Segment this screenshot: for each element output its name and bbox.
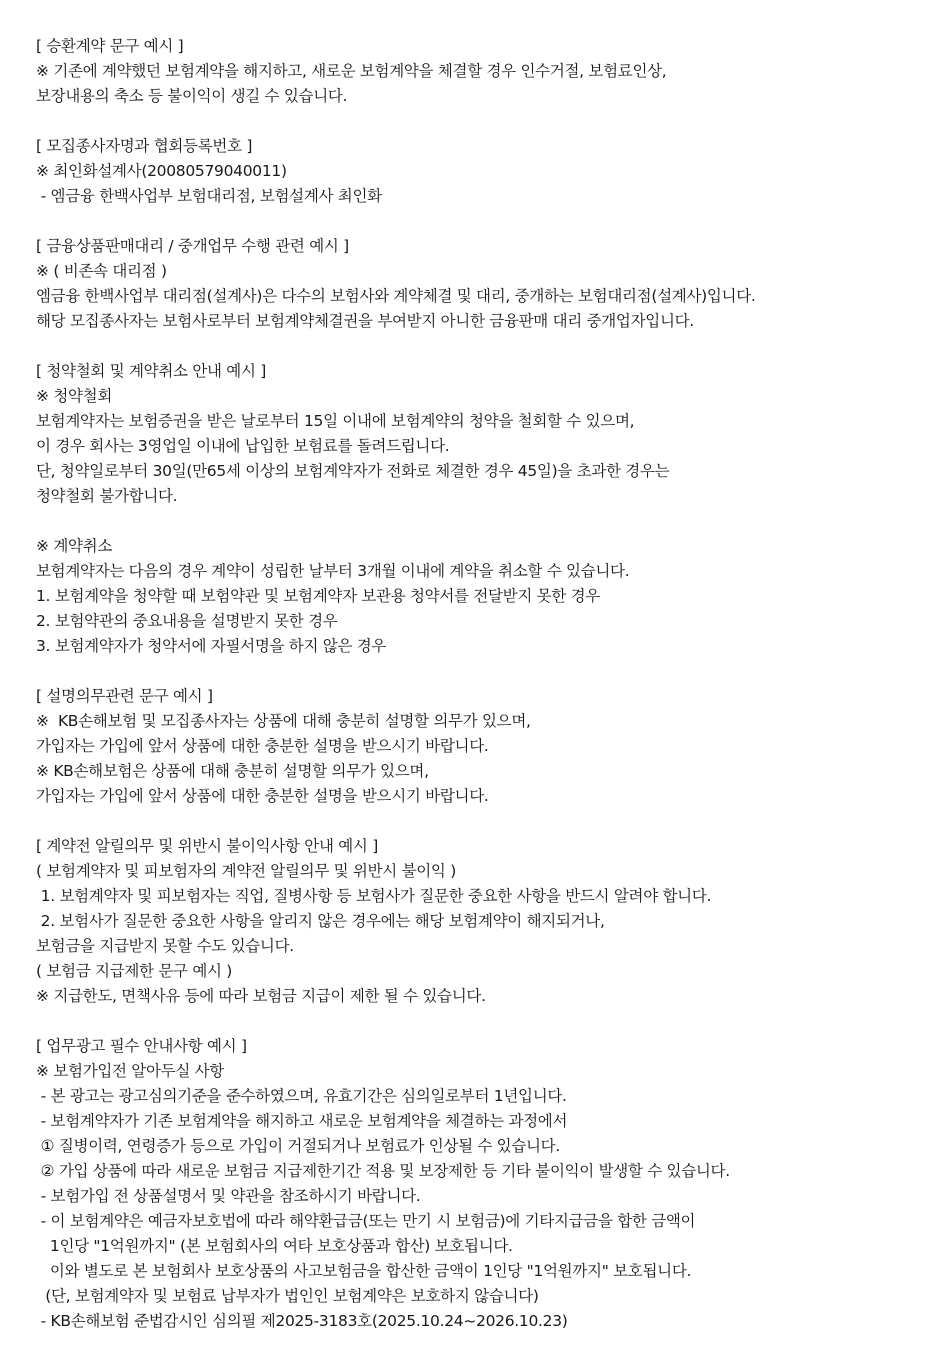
text-line: 보험계약자는 보험증권을 받은 날로부터 15일 이내에 보험계약의 청약을 철회할 수 있으며, xyxy=(36,412,635,430)
text-line: ② 가입 상품에 따라 새로운 보험금 지급제한기간 적용 및 보장제한 등 기타 불이익이 발생할 수 있습니다. xyxy=(36,1162,730,1180)
text-line: - 이 보험계약은 예금자보호법에 따라 해약환급금(또는 만기 시 보험금)에 기타지급금을 합한 금액이 xyxy=(36,1212,696,1230)
text-line: ※ 보험가입전 알아두실 사항 xyxy=(36,1062,224,1080)
text-line: ① 질병이력, 연령증가 등으로 가입이 거절되거나 보험료가 인상될 수 있습니다. xyxy=(36,1137,560,1155)
text-line: 1. 보험계약을 청약할 때 보험약관 및 보험계약자 보관용 청약서를 전달받지 못한 경우 xyxy=(36,587,600,605)
text-line: ( 보험계약자 및 피보험자의 계약전 알릴의무 및 위반시 불이익 ) xyxy=(36,862,456,880)
blank-line xyxy=(36,1009,936,1034)
text-line: 1인당 "1억원까지" (본 보험회사의 여타 보호상품과 합산) 보호됩니다. xyxy=(36,1237,513,1255)
blank-line xyxy=(36,109,936,134)
blank-line xyxy=(36,809,936,834)
text-line: 이 경우 회사는 3영업일 이내에 납입한 보험료를 돌려드립니다. xyxy=(36,437,450,455)
blank-line xyxy=(36,659,936,684)
text-line: ※ KB손해보험 및 모집종사자는 상품에 대해 충분히 설명할 의무가 있으며, xyxy=(36,712,531,730)
text-line: 3. 보험계약자가 청약서에 자필서명을 하지 않은 경우 xyxy=(36,637,387,655)
text-line: ※ 청약철회 xyxy=(36,387,113,405)
text-line: [ 업무광고 필수 안내사항 예시 ] xyxy=(36,1037,247,1055)
text-line: 2. 보험사가 질문한 중요한 사항을 알리지 않은 경우에는 해당 보험계약이 해지되거나, xyxy=(36,912,605,930)
text-line: [ 승환계약 문구 예시 ] xyxy=(36,37,184,55)
text-line: ※ ( 비존속 대리점 ) xyxy=(36,262,167,280)
text-line: 단, 청약일로부터 30일(만65세 이상의 보험계약자가 전화로 체결한 경우 45일)을 초과한 경우는 xyxy=(36,462,670,480)
text-line: 가입자는 가입에 앞서 상품에 대한 충분한 설명을 받으시기 바랍니다. xyxy=(36,787,489,805)
text-line: 가입자는 가입에 앞서 상품에 대한 충분한 설명을 받으시기 바랍니다. xyxy=(36,737,489,755)
text-line: [ 설명의무관련 문구 예시 ] xyxy=(36,687,213,705)
text-line: 보장내용의 축소 등 불이익이 생길 수 있습니다. xyxy=(36,87,348,105)
text-line: ※ 지급한도, 면책사유 등에 따라 보험금 지급이 제한 될 수 있습니다. xyxy=(36,987,486,1005)
text-line: [ 계약전 알릴의무 및 위반시 불이익사항 안내 예시 ] xyxy=(36,837,378,855)
text-line: - 보험계약자가 기존 보험계약을 해지하고 새로운 보험계약을 체결하는 과정에서 xyxy=(36,1112,568,1130)
text-line: ( 보험금 지급제한 문구 예시 ) xyxy=(36,962,233,980)
text-line: 청약철회 불가합니다. xyxy=(36,487,178,505)
text-line: 엠금융 한백사업부 대리점(설계사)은 다수의 보험사와 계약체결 및 대리, 중개하는 보험대리점(설계사)입니다. xyxy=(36,287,756,305)
text-line: - 본 광고는 광고심의기준을 준수하였으며, 유효기간은 심의일로부터 1년입니다. xyxy=(36,1087,567,1105)
text-line: ※ 기존에 계약했던 보험계약을 해지하고, 새로운 보험계약을 체결할 경우 인수거절, 보험료인상, xyxy=(36,62,667,80)
text-line: ※ 최인화설계사(20080579040011) xyxy=(36,162,287,180)
blank-line xyxy=(36,209,936,234)
notice-document xyxy=(36,34,936,1334)
text-line: 보험계약자는 다음의 경우 계약이 성립한 날부터 3개월 이내에 계약을 취소할 수 있습니다. xyxy=(36,562,630,580)
text-line: 1. 보험계약자 및 피보험자는 직업, 질병사항 등 보험사가 질문한 중요한 사항을 반드시 알려야 합니다. xyxy=(36,887,712,905)
blank-line xyxy=(36,509,936,534)
text-line: ※ 계약취소 xyxy=(36,537,113,555)
text-line: - 보험가입 전 상품설명서 및 약관을 참조하시기 바랍니다. xyxy=(36,1187,421,1205)
text-line: 보험금을 지급받지 못할 수도 있습니다. xyxy=(36,937,294,955)
blank-line xyxy=(36,334,936,359)
text-line: [ 청약철회 및 계약취소 안내 예시 ] xyxy=(36,362,267,380)
text-line: - KB손해보험 준법감시인 심의필 제2025-3183호(2025.10.24~2026.10.23) xyxy=(36,1312,568,1330)
text-line: (단, 보험계약자 및 보험료 납부자가 법인인 보험계약은 보호하지 않습니다) xyxy=(36,1287,539,1305)
text-line: 해당 모집종사자는 보험사로부터 보험계약체결권을 부여받지 아니한 금융판매 대리 중개업자입니다. xyxy=(36,312,694,330)
text-line: [ 모집종사자명과 협회등록번호 ] xyxy=(36,137,253,155)
text-line: - 엠금융 한백사업부 보험대리점, 보험설계사 최인화 xyxy=(36,187,382,205)
text-line: 2. 보험약관의 중요내용을 설명받지 못한 경우 xyxy=(36,612,338,630)
text-line: [ 금융상품판매대리 / 중개업무 수행 관련 예시 ] xyxy=(36,237,349,255)
text-line: 이와 별도로 본 보험회사 보호상품의 사고보험금을 합산한 금액이 1인당 "1억원까지" 보호됩니다. xyxy=(36,1262,692,1280)
text-line: ※ KB손해보험은 상품에 대해 충분히 설명할 의무가 있으며, xyxy=(36,762,429,780)
